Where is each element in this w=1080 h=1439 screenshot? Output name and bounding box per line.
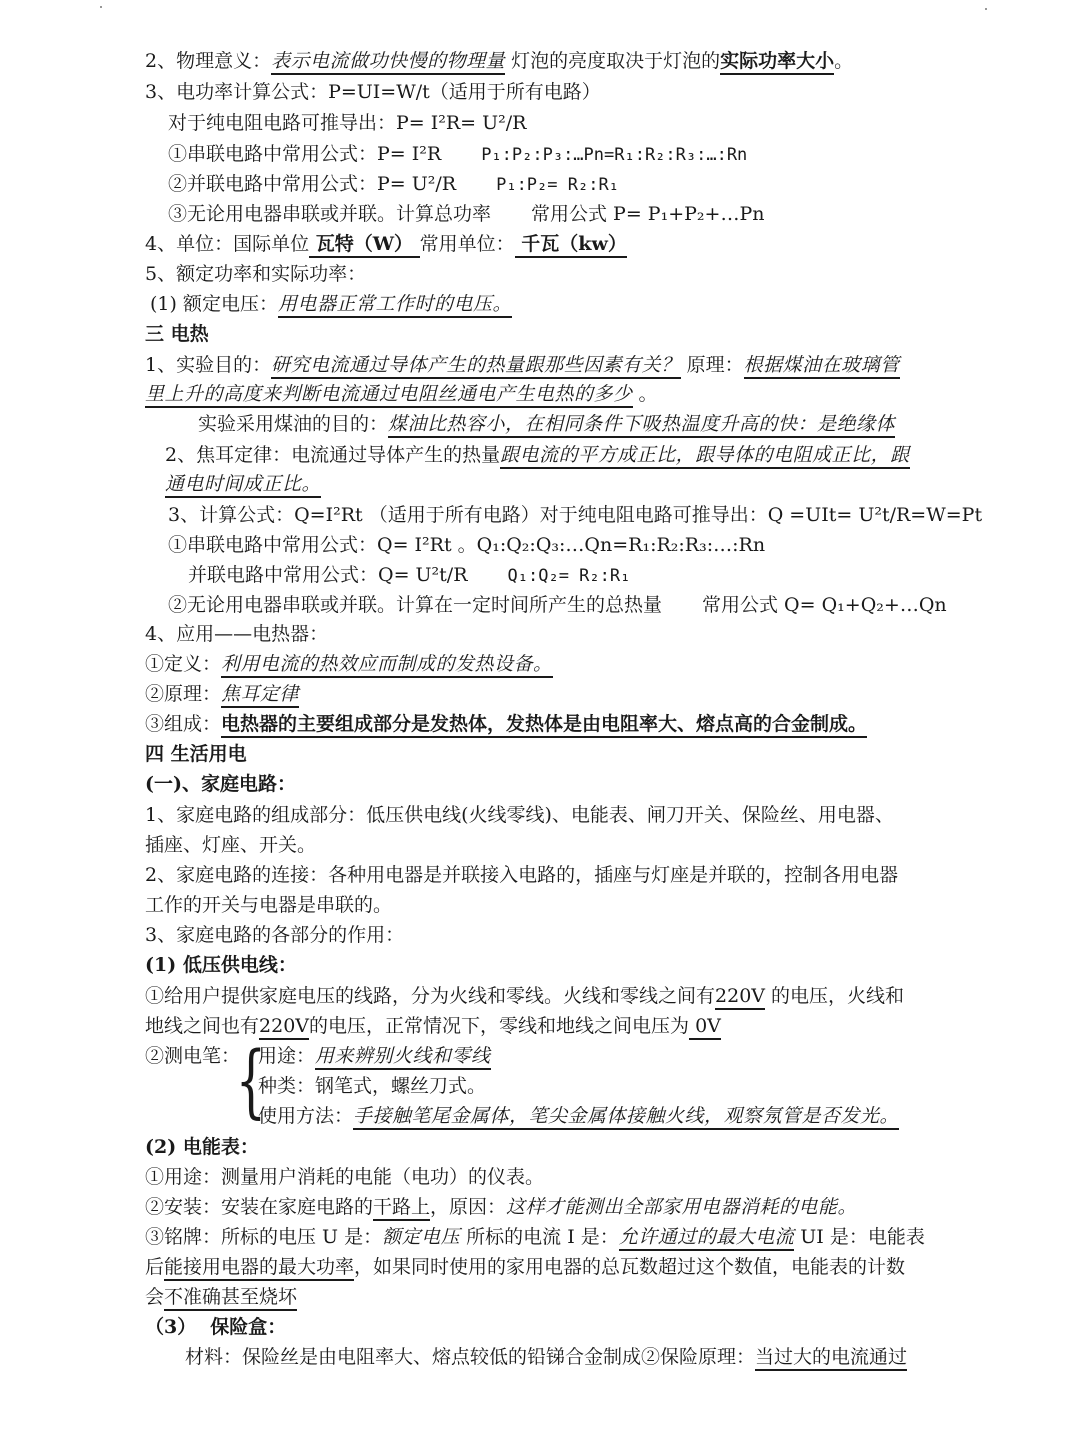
line-circuit-connection-cont: 工作的开关与电器是串联的。 bbox=[145, 894, 393, 916]
line-rated-power: 5、额定功率和实际功率： bbox=[145, 263, 367, 285]
subsection-heading-fuse-box: （3） 保险盒： bbox=[145, 1316, 287, 1338]
line-circuit-components-cont: 插座、灯座、开关。 bbox=[145, 834, 317, 856]
subsection-heading-meter: (2) 电能表： bbox=[145, 1136, 259, 1158]
line-application-heater: 4、应用——电热器： bbox=[145, 623, 329, 645]
line-circuit-connection: 2、家庭电路的连接：各种用电器是并联接入电路的，插座与灯座是并联的，控制各用电器 bbox=[145, 864, 899, 886]
line-meter-max-power: 后能接用电器的最大功率，如果同时使用的家用电器的总瓦数超过这个数值，电能表的计数 bbox=[145, 1254, 905, 1280]
line-physical-meaning: 2、物理意义：表示电流做功快慢的物理量 灯泡的亮度取决于灯泡的实际功率大小。 bbox=[145, 48, 853, 74]
line-experiment-purpose: 1、实验目的：研究电流通过导体产生的热量跟那些因素有关？ 原理：根据煤油在玻璃管 bbox=[145, 352, 900, 378]
line-meter-install: ②安装：安装在家庭电路的干路上，原因：这样才能测出全部家用电器消耗的电能。 bbox=[145, 1194, 857, 1220]
line-parallel-formula: ②并联电路中常用公式：P= U²/R P₁:P₂= R₂:R₁ bbox=[168, 173, 619, 195]
subsection-heading-household-circuit: (一)、家庭电路： bbox=[145, 773, 296, 795]
line-joule-law: 2、焦耳定律：电流通过导体产生的热量跟电流的平方成正比，跟导体的电阻成正比，跟 bbox=[165, 442, 910, 468]
line-heat-parallel: 并联电路中常用公式：Q= U²t/R Q₁:Q₂= R₂:R₁ bbox=[188, 564, 631, 586]
line-heat-series: ①串联电路中常用公式：Q= I²Rt 。Q₁:Q₂:Q₃:…Qn=R₁:R₂:R₃:…:Rn bbox=[168, 534, 766, 556]
line-units: 4、单位：国际单位 瓦特（W） 常用单位： 千瓦（kw） bbox=[145, 231, 627, 257]
section-heading-electric-heat: 三 电热 bbox=[145, 323, 209, 345]
line-circuit-components: 1、家庭电路的组成部分：低压供电线(火线零线)、电能表、闸刀开关、保险丝、用电器、 bbox=[145, 804, 894, 826]
brace-icon: { bbox=[235, 1034, 267, 1127]
subsection-heading-supply-line: (1) 低压供电线： bbox=[145, 954, 297, 976]
line-pure-resistance: 对于纯电阻电路可推导出：P= I²R= U²/R bbox=[168, 112, 527, 134]
line-total-heat: ②无论用电器串联或并联。计算在一定时间所产生的总热量 常用公式 Q= Q₁+Q₂+…Qn bbox=[168, 594, 947, 616]
line-heater-definition: ①定义：利用电流的热效应而制成的发热设备。 bbox=[145, 651, 553, 677]
line-fuse-material: 材料：保险丝是由电阻率大、熔点较低的铅锑合金制成②保险原理：当过大的电流通过 bbox=[185, 1344, 907, 1370]
line-circuit-parts: 3、家庭电路的各部分的作用： bbox=[145, 924, 405, 946]
line-experiment-principle: 里上升的高度来判断电流通过电阻丝通电产生电热的多少 。 bbox=[145, 381, 658, 407]
line-joule-law-cont: 通电时间成正比。 bbox=[165, 471, 321, 497]
line-meter-overload: 会不准确甚至烧坏 bbox=[145, 1284, 297, 1310]
line-kerosene-purpose: 实验采用煤油的目的：煤油比热容小，在相同条件下吸热温度升高的快：是绝缘体 bbox=[198, 411, 895, 437]
line-test-pen-usage: 用途：用来辨别火线和零线 bbox=[258, 1043, 491, 1069]
line-test-pen-types: 种类：钢笔式，螺丝刀式。 bbox=[258, 1075, 487, 1097]
line-test-pen-label: ②测电笔： bbox=[145, 1045, 241, 1067]
line-total-power: ③无论用电器串联或并联。计算总功率 常用公式 P= P₁+P₂+…Pn bbox=[168, 203, 765, 225]
line-heater-principle: ②原理：焦耳定律 bbox=[145, 681, 299, 707]
line-ground-voltage: 地线之间也有220V的电压，正常情况下，零线和地线之间电压为 0V bbox=[145, 1013, 721, 1039]
line-test-pen-method: 使用方法：手接触笔尾金属体，笔尖金属体接触火线，观察氖管是否发光。 bbox=[258, 1103, 899, 1129]
line-rated-voltage: (1) 额定电压：用电器正常工作时的电压。 bbox=[150, 291, 512, 317]
line-heater-composition: ③组成：电热器的主要组成部分是发热体，发热体是由电阻率大、熔点高的合金制成。 bbox=[145, 711, 867, 737]
section-heading-household-electricity: 四 生活用电 bbox=[145, 743, 247, 765]
scan-speck bbox=[985, 8, 987, 10]
line-heat-formula: 3、计算公式：Q=I²Rt （适用于所有电路）对于纯电阻电路可推导出：Q =UIt= U²t/R=W=Pt bbox=[168, 504, 983, 526]
line-meter-use: ①用途：测量用户消耗的电能（电功）的仪表。 bbox=[145, 1166, 545, 1188]
line-power-formula: 3、电功率计算公式：P=UI=W/t（适用于所有电路） bbox=[145, 81, 601, 103]
line-supply-voltage: ①给用户提供家庭电压的线路，分为火线和零线。火线和零线之间有220V 的电压，火线和 bbox=[145, 983, 904, 1009]
line-meter-nameplate: ③铭牌：所标的电压 U 是：额定电压 所标的电流 I 是：允许通过的最大电流 UI 是：电能表 bbox=[145, 1224, 925, 1250]
line-series-formula: ①串联电路中常用公式：P= I²R P₁:P₂:P₃:…Pn=R₁:R₂:R₃:…:Rn bbox=[168, 143, 748, 165]
scan-speck bbox=[100, 6, 102, 8]
